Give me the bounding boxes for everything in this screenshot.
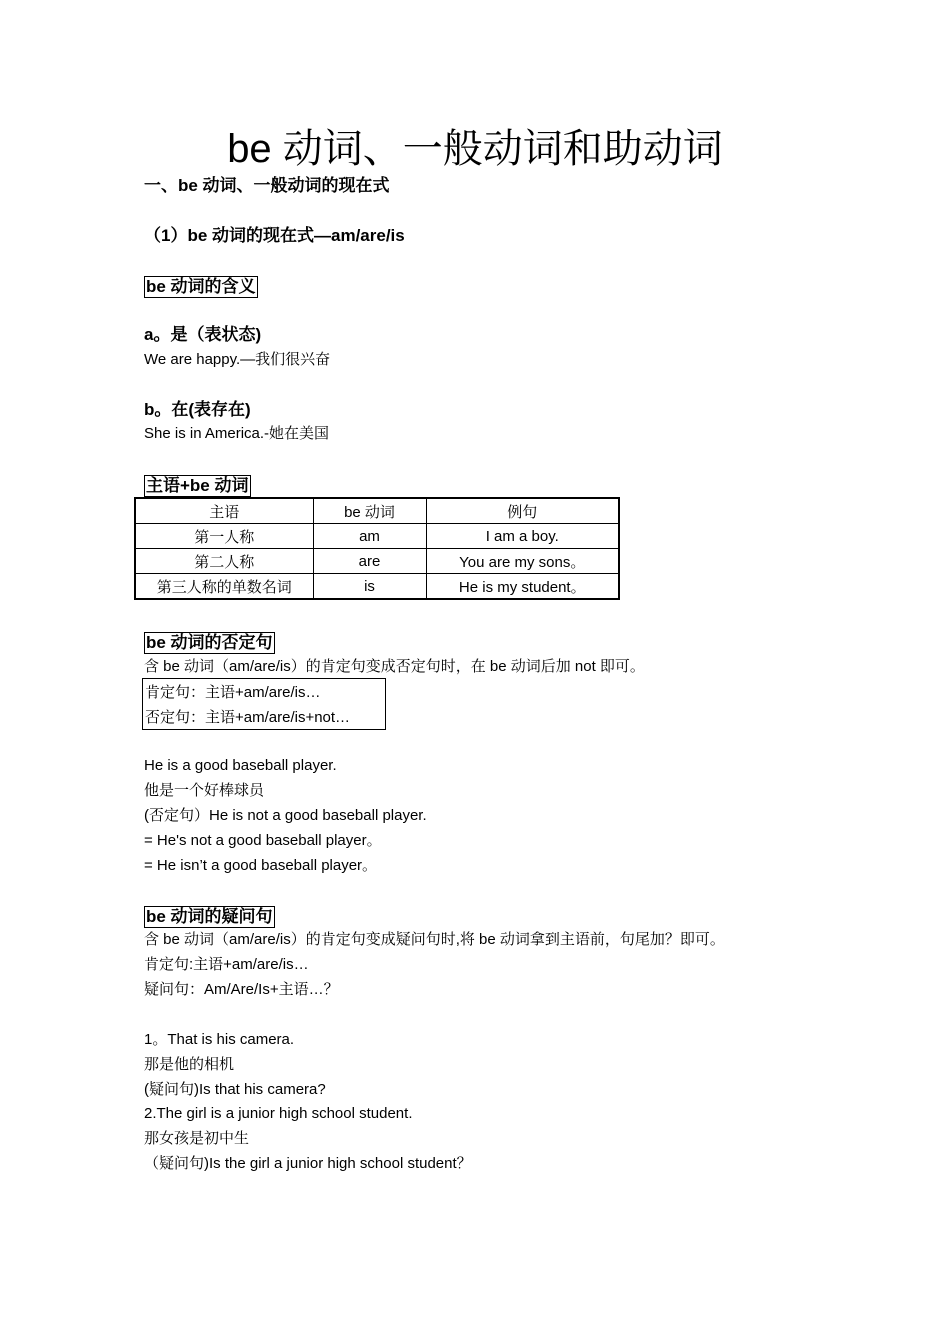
question-example-line: 那是他的相机 xyxy=(144,1056,235,1073)
table-cell: You are my sons。 xyxy=(426,549,619,574)
negative-description: 含 be 动词（am/are/is）的肯定句变成否定句时，在 be 动词后加 not 即可。 xyxy=(144,658,645,675)
section-heading: 一、be 动词、一般动词的现在式 xyxy=(144,176,390,195)
table-cell: am xyxy=(313,524,426,549)
question-example-line: 1。That is his camera. xyxy=(144,1031,295,1048)
table-cell: are xyxy=(313,549,426,574)
table-header-cell: be 动词 xyxy=(313,498,426,524)
affirmative-rule: 肯定句：主语+am/are/is… xyxy=(145,684,321,701)
table-header-cell: 例句 xyxy=(426,498,619,524)
negative-example-line: 他是一个好棒球员 xyxy=(144,782,265,799)
negative-example-line: (否定句）He is not a good baseball player. xyxy=(144,807,427,824)
page-title: be 动词、一般动词和助动词 xyxy=(227,127,723,171)
negative-example-line: = He isn’t a good baseball player。 xyxy=(144,857,378,874)
negative-heading: be 动词的否定句 xyxy=(146,633,273,652)
question-rule-interrogative: 疑问句：Am/Are/Is+主语…？ xyxy=(144,981,339,998)
negative-example-line: He is a good baseball player. xyxy=(144,757,337,774)
negative-rule-box xyxy=(142,678,386,730)
subsection-heading: （1）be 动词的现在式—am/are/is xyxy=(144,226,405,245)
question-description: 含 be 动词（am/are/is）的肯定句变成疑问句时,将 be 动词拿到主语前，句尾加？即可。 xyxy=(144,931,725,948)
question-heading: be 动词的疑问句 xyxy=(146,907,273,926)
table-header-row xyxy=(135,498,619,524)
meaning-b-example: She is in America.-她在美国 xyxy=(144,425,330,442)
question-example-line: 2.The girl is a junior high school student. xyxy=(144,1105,413,1122)
table-cell: He is my student。 xyxy=(426,574,619,600)
question-example-line: 那女孩是初中生 xyxy=(144,1130,250,1147)
meaning-b-title: b。在(表存在) xyxy=(144,400,251,419)
subject-be-heading: 主语+be 动词 xyxy=(146,476,249,495)
negative-example-line: = He's not a good baseball player。 xyxy=(144,832,382,849)
table-cell: 第一人称 xyxy=(135,524,313,549)
table-cell: 第三人称的单数名词 xyxy=(135,574,313,600)
be-meaning-heading: be 动词的含义 xyxy=(146,277,256,296)
table-cell: is xyxy=(313,574,426,600)
question-example-line: （疑问句)Is the girl a junior high school student？ xyxy=(144,1155,472,1172)
subject-be-table xyxy=(134,497,620,600)
meaning-a-title: a。是（表状态) xyxy=(144,325,262,344)
table-row xyxy=(135,524,619,549)
table-row xyxy=(135,574,619,600)
meaning-a-example: We are happy.—我们很兴奋 xyxy=(144,351,331,368)
table-cell: I am a boy. xyxy=(426,524,619,549)
table-header-cell: 主语 xyxy=(135,498,313,524)
question-rule-affirmative: 肯定句:主语+am/are/is… xyxy=(144,956,309,973)
table-row xyxy=(135,549,619,574)
question-example-line: (疑问句)Is that his camera? xyxy=(144,1081,326,1098)
table-cell: 第二人称 xyxy=(135,549,313,574)
negative-rule: 否定句：主语+am/are/is+not… xyxy=(145,709,351,726)
